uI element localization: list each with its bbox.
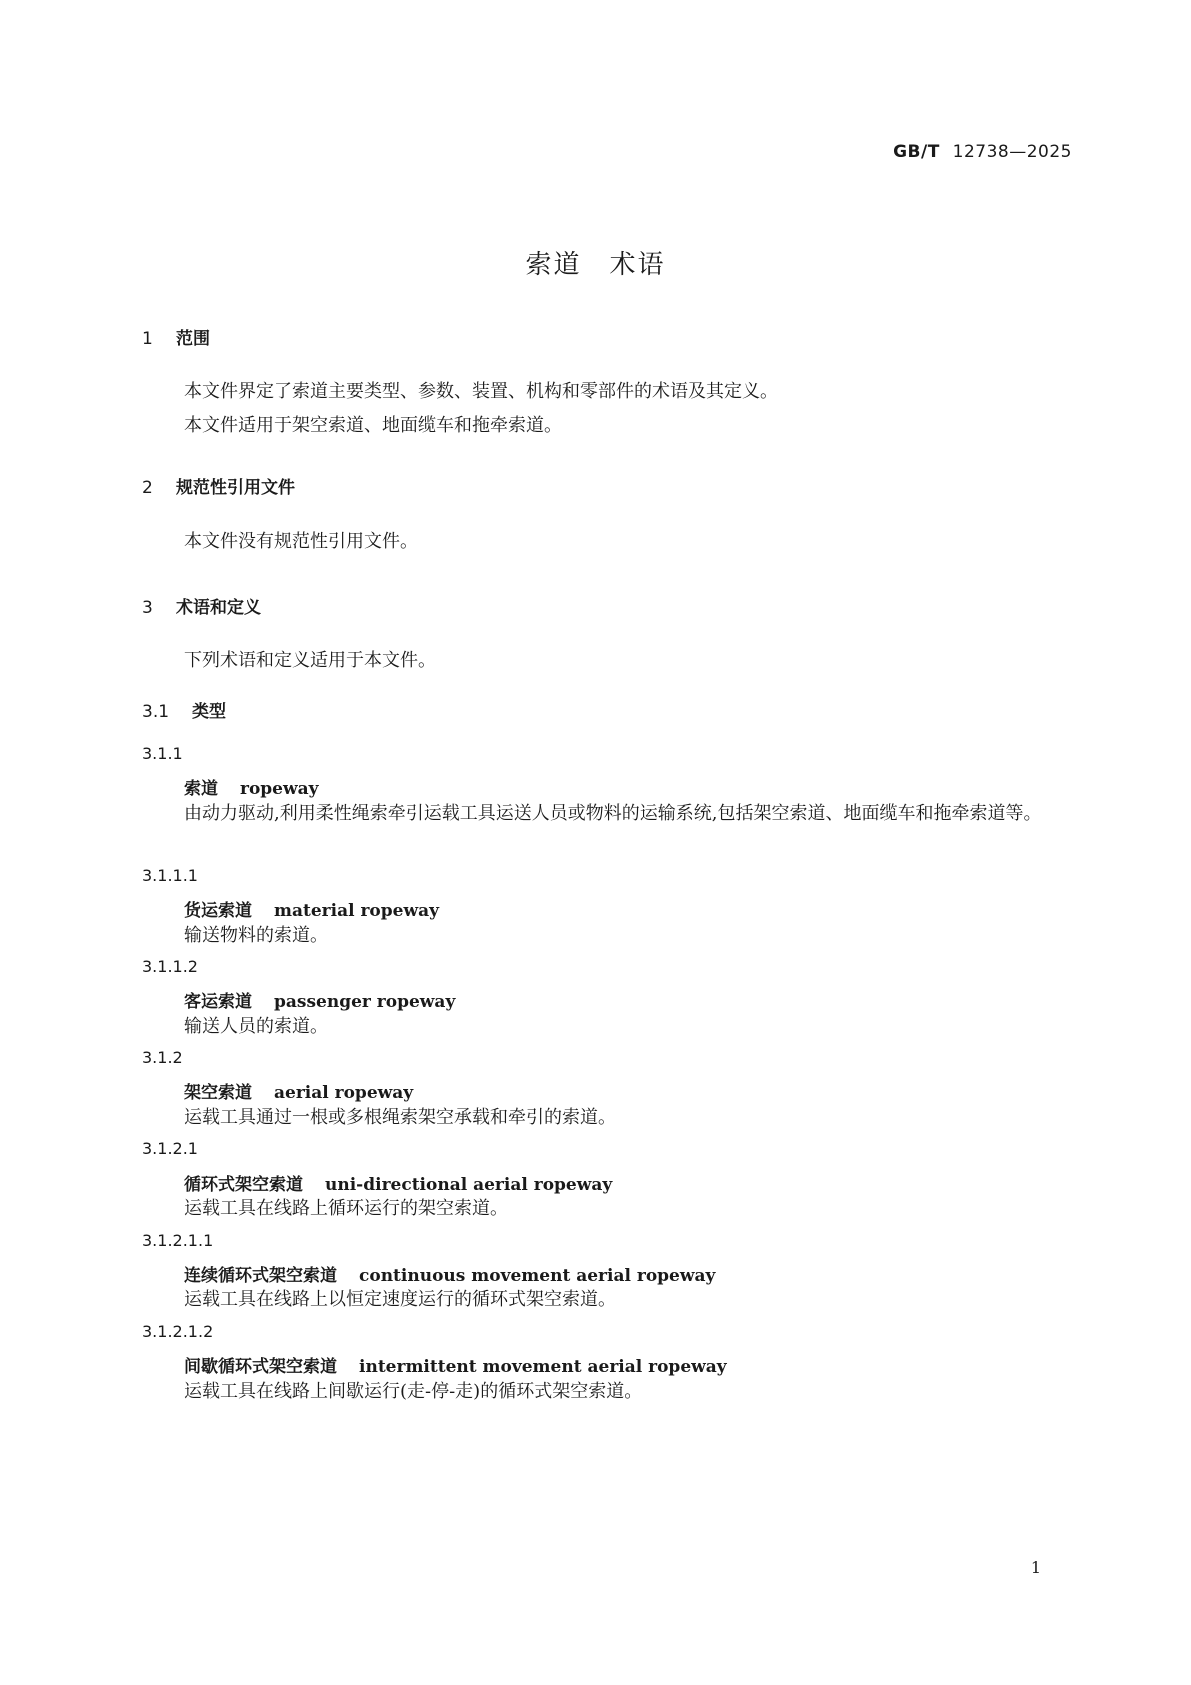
section-number: 2 (142, 478, 153, 498)
term-definition: 运载工具在线路上以恒定速度运行的循环式架空索道。 (184, 1289, 616, 1310)
term-definition: 输送人员的索道。 (184, 1016, 328, 1037)
term-en: passenger ropeway (274, 992, 456, 1012)
term-number: 3.1.2.1 (142, 1139, 198, 1158)
standard-year: 12738—2025 (952, 142, 1072, 162)
term-entry (184, 1352, 727, 1377)
section-3-heading (142, 593, 261, 618)
term-zh: 货运索道 (184, 901, 252, 921)
term-definition: 运载工具通过一根或多根绳索架空承载和牵引的索道。 (184, 1107, 616, 1128)
term-zh: 客运索道 (184, 992, 252, 1012)
term-number: 3.1.2 (142, 1048, 183, 1067)
section-title: 类型 (192, 702, 226, 722)
section-number: 3 (142, 598, 153, 618)
section-title: 术语和定义 (176, 598, 261, 618)
term-en: continuous movement aerial ropeway (359, 1266, 716, 1286)
term-definition: 运载工具在线路上间歇运行(走-停-走)的循环式架空索道。 (184, 1381, 643, 1402)
term-entry (184, 987, 455, 1012)
section-number: 3.1 (142, 702, 170, 722)
document-title: 索道 术语 (525, 250, 666, 280)
term-en: uni-directional aerial ropeway (325, 1175, 613, 1195)
term-zh: 间歇循环式架空索道 (184, 1357, 337, 1377)
term-number: 3.1.2.1.1 (142, 1231, 214, 1250)
page-number: 1 (1030, 1558, 1041, 1577)
paragraph: 本文件没有规范性引用文件。 (184, 531, 418, 552)
term-en: material ropeway (274, 901, 440, 921)
term-zh: 连续循环式架空索道 (184, 1266, 337, 1286)
section-1-heading (142, 324, 210, 349)
paragraph: 本文件界定了索道主要类型、参数、装置、机构和零部件的术语及其定义。 (184, 381, 778, 402)
term-number: 3.1.1 (142, 744, 183, 763)
section-title: 范围 (176, 329, 210, 349)
standard-number (893, 142, 1072, 162)
term-zh: 架空索道 (184, 1083, 252, 1103)
section-title: 规范性引用文件 (176, 478, 295, 498)
term-zh: 索道 (184, 779, 218, 799)
term-definition: 输送物料的索道。 (184, 925, 328, 946)
term-entry (184, 774, 319, 799)
term-en: aerial ropeway (274, 1083, 414, 1103)
term-number: 3.1.1.1 (142, 866, 198, 885)
subsection-3-1-heading (142, 697, 226, 722)
paragraph: 下列术语和定义适用于本文件。 (184, 650, 436, 671)
term-number: 3.1.2.1.2 (142, 1322, 214, 1341)
term-number: 3.1.1.2 (142, 957, 198, 976)
term-entry (184, 1078, 413, 1103)
standard-code: GB/T (893, 142, 940, 162)
section-2-heading (142, 473, 295, 498)
section-number: 1 (142, 329, 153, 349)
term-definition: 由动力驱动,利用柔性绳索牵引运载工具运送人员或物料的运输系统,包括架空索道、地面缆车和拖牵索道等。 (184, 803, 1042, 824)
term-definition: 运载工具在线路上循环运行的架空索道。 (184, 1198, 508, 1219)
term-en: ropeway (240, 779, 319, 799)
paragraph: 本文件适用于架空索道、地面缆车和拖牵索道。 (184, 415, 562, 436)
term-entry (184, 896, 439, 921)
term-en: intermittent movement aerial ropeway (359, 1357, 727, 1377)
term-zh: 循环式架空索道 (184, 1175, 303, 1195)
